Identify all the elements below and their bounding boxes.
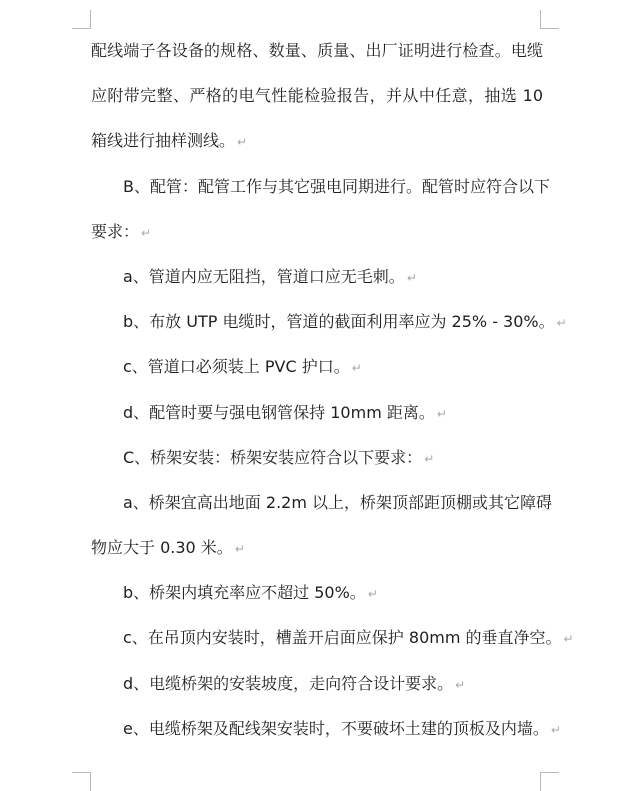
document-body[interactable] (91, 34, 574, 757)
text-line (91, 215, 543, 260)
paragraph-mark-icon: ↵ (351, 361, 362, 376)
paragraph-mark-icon: ↵ (455, 677, 466, 692)
line-text: 要求： (91, 221, 140, 241)
paragraph-mark-icon: ↵ (424, 451, 435, 466)
paragraph-mark-icon: ↵ (563, 632, 574, 647)
text-line (91, 621, 574, 666)
paragraph-mark-icon: ↵ (237, 135, 248, 150)
line-text: 箱线进行抽样测线。 (91, 131, 236, 151)
line-text: a、桥架宜高出地面 2.2m 以上，桥架顶部距顶棚或其它障碍 (123, 492, 553, 512)
line-text: 物应大于 0.30 米。 (91, 538, 233, 558)
paragraph-mark-icon: ↵ (141, 225, 152, 240)
text-line (91, 712, 561, 757)
line-text: B、配管：配管工作与其它强电同期进行。配管时应符合以下 (123, 176, 550, 196)
line-text: c、在吊顶内安装时，槽盖开启面应保护 80mm 的垂直净空。 (123, 628, 562, 648)
paragraph-mark-icon: ↵ (550, 722, 561, 737)
text-line (91, 531, 543, 576)
text-line (91, 124, 543, 169)
text-line (91, 350, 543, 395)
text-line (91, 441, 543, 486)
line-text: c、管道口必须装上 PVC 护口。 (123, 357, 350, 377)
text-line (91, 34, 543, 79)
text-line (91, 170, 550, 215)
line-text: b、桥架内填充率应不超过 50%。 (123, 583, 366, 603)
line-text: b、布放 UTP 电缆时，管道的截面利用率应为 25% - 30%。 (123, 312, 555, 332)
margin-corner-bottom-left (72, 772, 91, 791)
line-text: C、桥架安装：桥架安装应符合以下要求： (123, 447, 423, 467)
paragraph-mark-icon: ↵ (234, 542, 245, 557)
text-line (91, 576, 543, 621)
paragraph-mark-icon: ↵ (436, 406, 447, 421)
line-text: 应附带完整、严格的电气性能检验报告，并从中任意，抽选 10 (91, 86, 543, 106)
line-text: 配线端子各设备的规格、数量、质量、出厂证明进行检查。电缆 (91, 41, 543, 60)
text-line (91, 396, 543, 441)
paragraph-mark-icon: ↵ (556, 316, 567, 331)
margin-corner-bottom-right (540, 772, 559, 791)
text-line (91, 260, 543, 305)
text-line (91, 486, 553, 531)
margin-corner-top-left (72, 10, 91, 29)
line-text: d、配管时要与强电钢管保持 10mm 距离。 (123, 402, 435, 422)
line-text: a、管道内应无阻挡，管道口应无毛刺。 (123, 266, 405, 286)
text-line (91, 305, 567, 350)
line-text: d、电缆桥架的安装坡度，走向符合设计要求。 (123, 673, 454, 693)
paragraph-mark-icon: ↵ (367, 587, 378, 602)
text-line (91, 667, 543, 712)
margin-corner-top-right (540, 10, 559, 29)
line-text: e、电缆桥架及配线架安装时，不要破坏土建的顶板及内墙。 (123, 718, 549, 738)
paragraph-mark-icon: ↵ (406, 270, 417, 285)
text-line (91, 79, 543, 124)
